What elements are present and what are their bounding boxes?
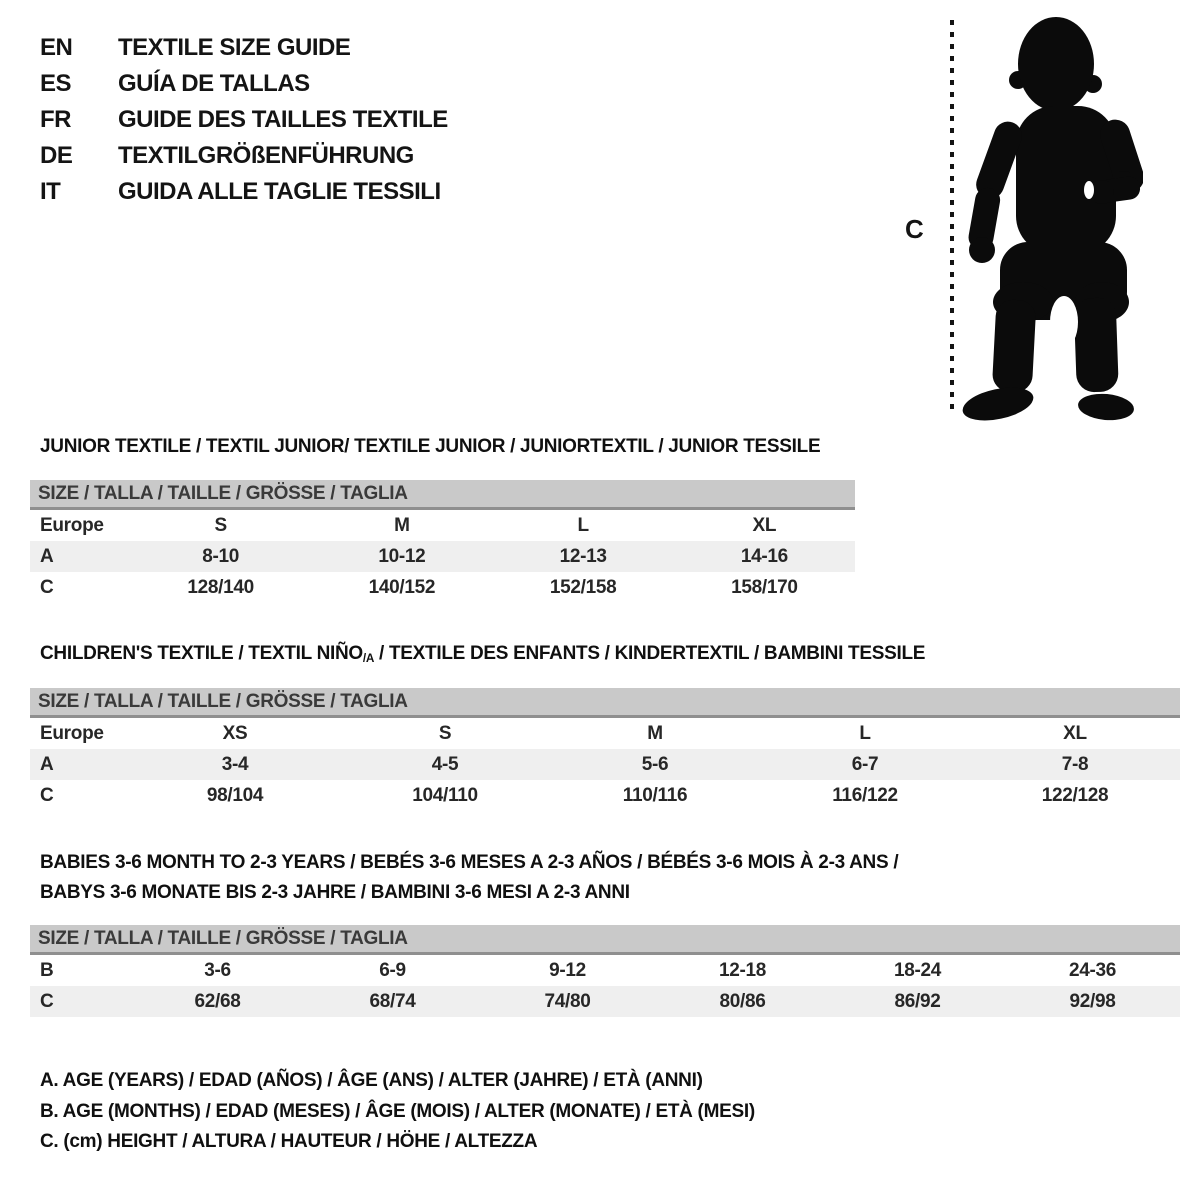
table-cell: 92/98 xyxy=(1069,990,1116,1012)
column-header: XL xyxy=(1063,722,1087,744)
table-cell: 80/86 xyxy=(719,990,766,1012)
table-row xyxy=(30,986,1180,1017)
language-title: GUIDE DES TAILLES TEXTILE xyxy=(118,106,448,133)
column-header: L xyxy=(577,514,589,536)
language-title-list xyxy=(40,30,448,210)
table-cell: 12-13 xyxy=(559,545,607,567)
table-row xyxy=(30,955,1180,986)
table-row xyxy=(30,510,855,541)
column-header: XL xyxy=(752,514,777,536)
babies-title-line2: BABYS 3-6 MONATE BIS 2-3 JAHRE / BAMBINI 3-6 MESI A 2-3 ANNI xyxy=(40,882,630,903)
column-header: XS xyxy=(222,722,248,744)
row-label: B xyxy=(40,959,54,981)
table-cell: 128/140 xyxy=(187,576,254,598)
table-cell: 6-9 xyxy=(379,959,406,981)
table-cell: 140/152 xyxy=(368,576,436,598)
column-header: S xyxy=(214,514,227,536)
junior-size-header: SIZE / TALLA / TAILLE / GRÖSSE / TAGLIA xyxy=(30,480,855,510)
table-cell: 98/104 xyxy=(206,784,264,806)
table-cell: 10-12 xyxy=(378,545,426,567)
table-row xyxy=(30,718,1180,749)
children-size-table xyxy=(30,688,1180,811)
language-code: DE xyxy=(40,142,73,169)
table-cell: 152/158 xyxy=(549,576,617,598)
junior-size-table xyxy=(30,480,855,603)
legend-age-years: A. AGE (YEARS) / EDAD (AÑOS) / ÂGE (ANS) / ALTER (JAHRE) / ETÀ (ANNI) xyxy=(40,1070,703,1091)
babies-size-table xyxy=(30,925,1180,1017)
table-cell: 116/122 xyxy=(832,784,898,806)
table-cell: 68/74 xyxy=(369,990,416,1012)
table-cell: 14-16 xyxy=(740,545,788,567)
toddler-silhouette-icon xyxy=(938,10,1143,422)
children-title-text: CHILDREN'S TEXTILE / TEXTIL NIÑO xyxy=(40,643,363,664)
table-row xyxy=(30,572,855,603)
column-header: Europe xyxy=(40,722,104,744)
row-label: A xyxy=(40,545,54,567)
junior-section-title: JUNIOR TEXTILE / TEXTIL JUNIOR/ TEXTILE JUNIOR / JUNIORTEXTIL / JUNIOR TESSILE xyxy=(40,436,821,457)
language-row xyxy=(40,174,448,210)
table-row xyxy=(30,780,1180,811)
language-title: TEXTILE SIZE GUIDE xyxy=(118,34,351,61)
table-cell: 8-10 xyxy=(202,545,240,567)
babies-size-header: SIZE / TALLA / TAILLE / GRÖSSE / TAGLIA xyxy=(30,925,1180,955)
table-cell: 9-12 xyxy=(549,959,586,981)
row-label: C xyxy=(40,576,54,598)
language-code: EN xyxy=(40,34,73,61)
column-header: M xyxy=(394,514,410,536)
table-cell: 4-5 xyxy=(431,753,459,775)
babies-title-line1: BABIES 3-6 MONTH TO 2-3 YEARS / BEBÉS 3-6 MESES A 2-3 AÑOS / BÉBÉS 3-6 MOIS À 2-3 ANS / xyxy=(40,852,899,873)
table-cell: 158/170 xyxy=(731,576,798,598)
table-cell: 104/110 xyxy=(412,784,478,806)
babies-section-title xyxy=(40,848,898,908)
table-row xyxy=(30,541,855,572)
row-label: C xyxy=(40,990,54,1012)
legend-height-cm: C. (cm) HEIGHT / ALTURA / HAUTEUR / HÖHE / ALTEZZA xyxy=(40,1131,538,1152)
language-row xyxy=(40,30,448,66)
children-title-subscript: /A xyxy=(362,651,375,665)
legend-age-months: B. AGE (MONTHS) / EDAD (MESES) / ÂGE (MOIS) / ALTER (MONATE) / ETÀ (MESI) xyxy=(40,1100,755,1122)
table-cell: 5-6 xyxy=(641,753,669,775)
table-cell: 24-36 xyxy=(1068,959,1117,981)
figure-area xyxy=(938,10,1143,422)
language-code: FR xyxy=(40,106,71,133)
table-cell: 18-24 xyxy=(893,959,942,981)
language-row xyxy=(40,66,448,102)
language-row xyxy=(40,138,448,174)
table-cell: 62/68 xyxy=(194,990,241,1012)
language-title: GUIDA ALLE TAGLIE TESSILI xyxy=(118,178,441,205)
row-label: A xyxy=(40,753,54,775)
column-header: L xyxy=(859,722,871,744)
table-cell: 12-18 xyxy=(718,959,767,981)
column-header: M xyxy=(647,722,663,744)
children-size-header: SIZE / TALLA / TAILLE / GRÖSSE / TAGLIA xyxy=(30,688,1180,718)
children-section-title xyxy=(40,643,925,665)
table-cell: 7-8 xyxy=(1061,753,1089,775)
column-header: S xyxy=(438,722,452,744)
children-title-text: / TEXTILE DES ENFANTS / KINDERTEXTIL / BAMBINI TESSILE xyxy=(374,643,926,664)
language-code: ES xyxy=(40,70,72,97)
language-code: IT xyxy=(40,178,61,205)
language-title: TEXTILGRÖßENFÜHRUNG xyxy=(118,142,414,169)
table-cell: 122/128 xyxy=(1041,784,1109,806)
row-label: C xyxy=(40,784,54,806)
language-row xyxy=(40,102,448,138)
table-cell: 3-6 xyxy=(204,959,231,981)
table-cell: 86/92 xyxy=(894,990,941,1012)
measure-legend xyxy=(40,1066,755,1158)
table-cell: 3-4 xyxy=(221,753,249,775)
language-title: GUÍA DE TALLAS xyxy=(118,70,310,97)
height-measure-label: C xyxy=(905,214,924,244)
table-cell: 74/80 xyxy=(544,990,591,1012)
column-header: Europe xyxy=(40,514,104,536)
table-cell: 110/116 xyxy=(622,784,688,806)
table-row xyxy=(30,749,1180,780)
table-cell: 6-7 xyxy=(851,753,879,775)
